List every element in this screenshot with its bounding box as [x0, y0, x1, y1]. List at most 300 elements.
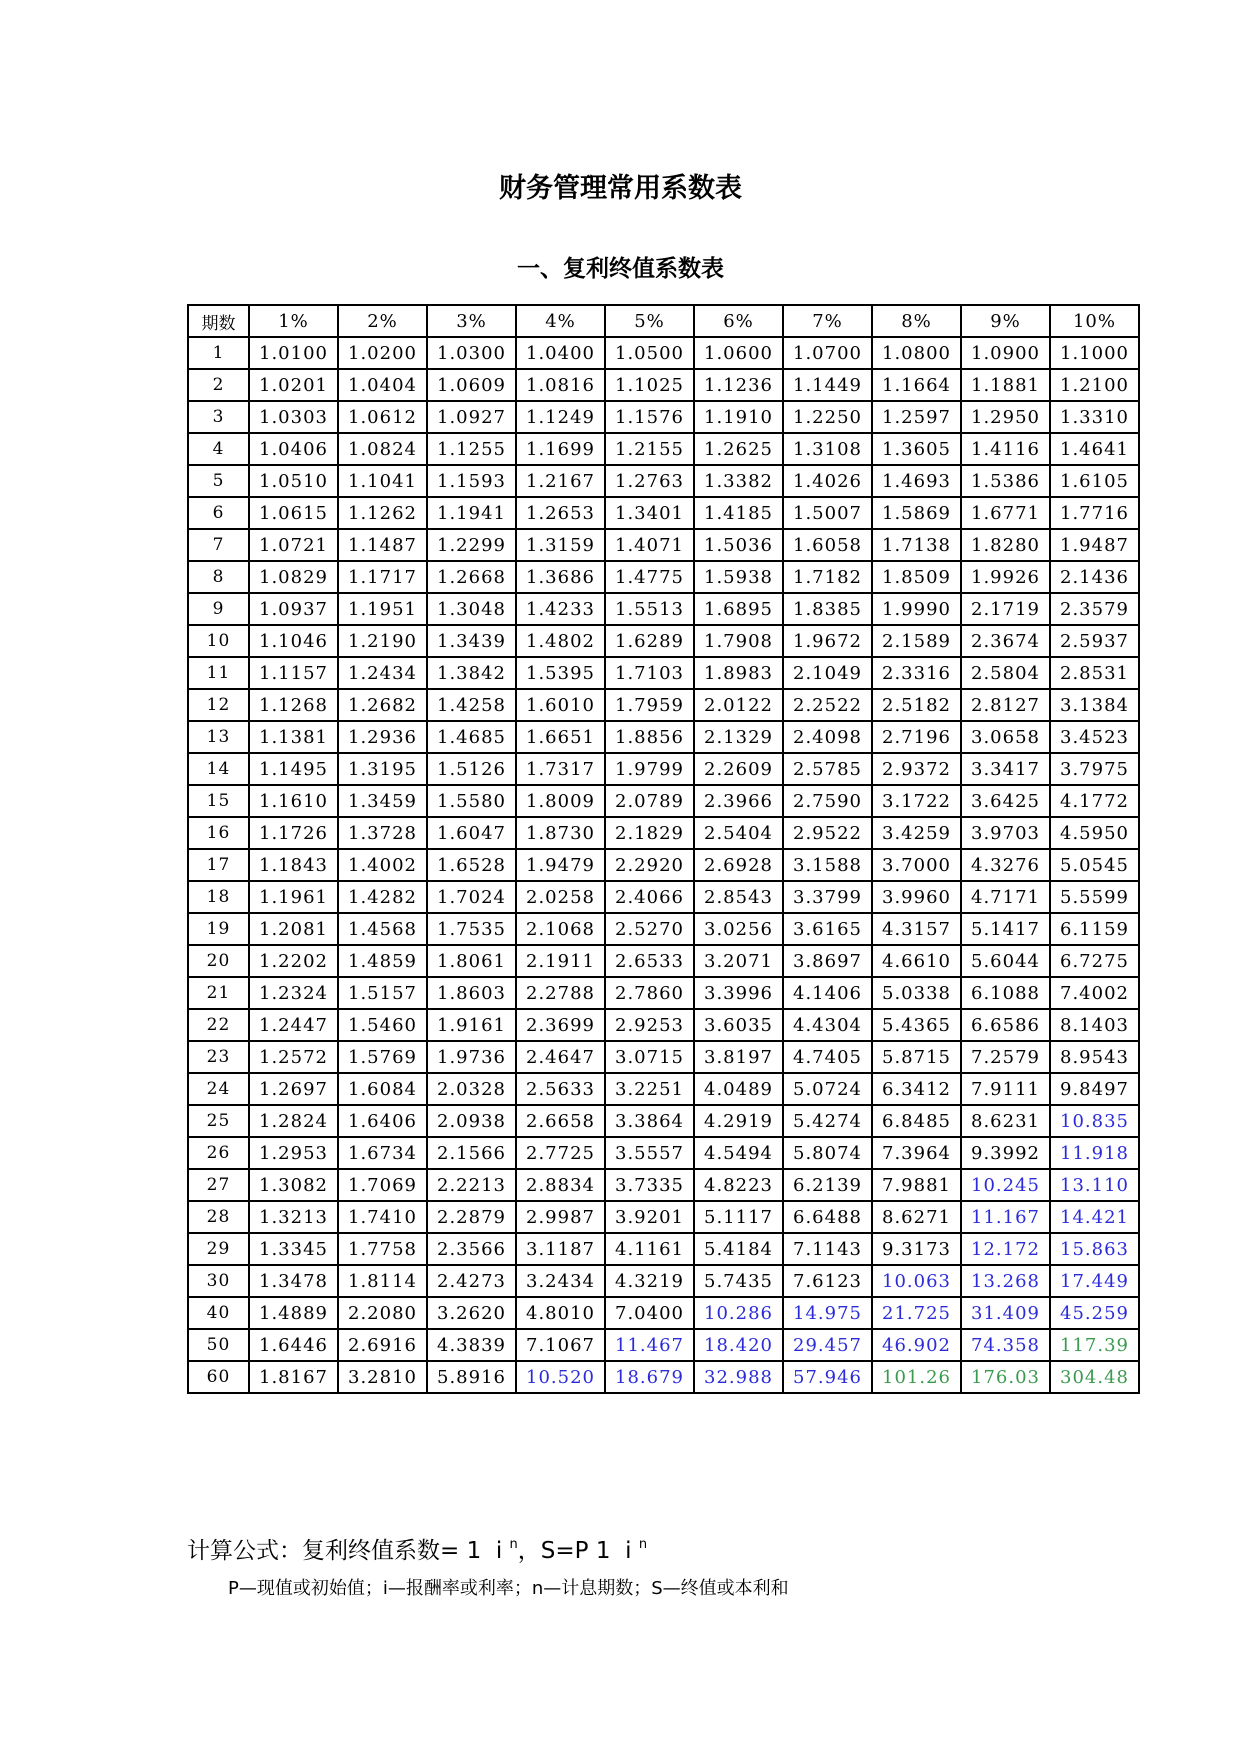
- period-cell: 40: [188, 1297, 249, 1329]
- table-row: [188, 753, 1139, 785]
- factor-cell: 1.1157: [249, 657, 338, 689]
- factor-cell: 2.4098: [783, 721, 872, 753]
- factor-cell: 1.9479: [516, 849, 605, 881]
- factor-cell: 1.0615: [249, 497, 338, 529]
- factor-cell: 1.6528: [427, 849, 516, 881]
- factor-cell: 1.2653: [516, 497, 605, 529]
- factor-cell: 1.1881: [961, 369, 1050, 401]
- factor-cell: 1.8983: [694, 657, 783, 689]
- factor-cell: 117.39: [1050, 1329, 1139, 1361]
- factor-cell: 7.1067: [516, 1329, 605, 1361]
- factor-cell: 3.8197: [694, 1041, 783, 1073]
- factor-cell: 3.8697: [783, 945, 872, 977]
- factor-cell: 3.5557: [605, 1137, 694, 1169]
- factor-cell: 3.4259: [872, 817, 961, 849]
- factor-cell: 5.1117: [694, 1201, 783, 1233]
- document-title: 财务管理常用系数表: [499, 173, 742, 204]
- factor-cell: 1.5513: [605, 593, 694, 625]
- factor-cell: 10.063: [872, 1265, 961, 1297]
- factor-cell: 2.1589: [872, 625, 961, 657]
- factor-cell: 1.1910: [694, 401, 783, 433]
- factor-cell: 2.4273: [427, 1265, 516, 1297]
- factor-cell: 1.5869: [872, 497, 961, 529]
- table-row: [188, 593, 1139, 625]
- factor-cell: 1.0500: [605, 337, 694, 369]
- factor-cell: 1.5938: [694, 561, 783, 593]
- factor-cell: 2.6916: [338, 1329, 427, 1361]
- factor-cell: 13.110: [1050, 1169, 1139, 1201]
- factor-cell: 1.3459: [338, 785, 427, 817]
- factor-cell: 304.48: [1050, 1361, 1139, 1393]
- formula-line: [187, 1532, 647, 1565]
- factor-cell: 13.268: [961, 1265, 1050, 1297]
- factor-cell: 9.3173: [872, 1233, 961, 1265]
- factor-cell: 3.4523: [1050, 721, 1139, 753]
- table-row: [188, 401, 1139, 433]
- factor-cell: 1.2936: [338, 721, 427, 753]
- header-rate: 2%: [338, 305, 427, 337]
- period-cell: 6: [188, 497, 249, 529]
- factor-cell: 1.4859: [338, 945, 427, 977]
- factor-cell: 1.0200: [338, 337, 427, 369]
- factor-cell: 1.0900: [961, 337, 1050, 369]
- factor-cell: 1.0300: [427, 337, 516, 369]
- factor-cell: 1.1046: [249, 625, 338, 657]
- factor-cell: 1.1576: [605, 401, 694, 433]
- factor-cell: 1.1249: [516, 401, 605, 433]
- factor-cell: 4.1406: [783, 977, 872, 1009]
- factor-cell: 3.3864: [605, 1105, 694, 1137]
- factor-cell: 1.1941: [427, 497, 516, 529]
- factor-cell: 4.3276: [961, 849, 1050, 881]
- table-row: [188, 1297, 1139, 1329]
- factor-cell: 1.0600: [694, 337, 783, 369]
- factor-cell: 4.4304: [783, 1009, 872, 1041]
- factor-cell: 1.3345: [249, 1233, 338, 1265]
- factor-cell: 1.6058: [783, 529, 872, 561]
- factor-cell: 2.8543: [694, 881, 783, 913]
- factor-cell: 1.1449: [783, 369, 872, 401]
- factor-cell: 1.4185: [694, 497, 783, 529]
- factor-cell: 29.457: [783, 1329, 872, 1361]
- factor-cell: 1.9926: [961, 561, 1050, 593]
- factor-cell: 1.1487: [338, 529, 427, 561]
- period-cell: 28: [188, 1201, 249, 1233]
- factor-cell: 5.4184: [694, 1233, 783, 1265]
- header-rate: 8%: [872, 305, 961, 337]
- period-cell: 14: [188, 753, 249, 785]
- factor-cell: 11.167: [961, 1201, 1050, 1233]
- factor-cell: 18.679: [605, 1361, 694, 1393]
- factor-cell: 3.6035: [694, 1009, 783, 1041]
- factor-cell: 2.1911: [516, 945, 605, 977]
- factor-cell: 1.4889: [249, 1297, 338, 1329]
- factor-cell: 3.3996: [694, 977, 783, 1009]
- factor-cell: 1.1593: [427, 465, 516, 497]
- factor-cell: 1.1961: [249, 881, 338, 913]
- factor-cell: 1.5769: [338, 1041, 427, 1073]
- factor-cell: 1.2299: [427, 529, 516, 561]
- factor-cell: 1.6446: [249, 1329, 338, 1361]
- factor-cell: 1.2155: [605, 433, 694, 465]
- period-cell: 22: [188, 1009, 249, 1041]
- factor-cell: 1.6734: [338, 1137, 427, 1169]
- table-row: [188, 913, 1139, 945]
- factor-cell: 1.7024: [427, 881, 516, 913]
- factor-cell: 1.0816: [516, 369, 605, 401]
- factor-cell: 1.2625: [694, 433, 783, 465]
- factor-cell: 2.8531: [1050, 657, 1139, 689]
- factor-cell: 6.8485: [872, 1105, 961, 1137]
- factor-cell: 8.6271: [872, 1201, 961, 1233]
- factor-cell: 3.6165: [783, 913, 872, 945]
- factor-cell: 1.7959: [605, 689, 694, 721]
- factor-cell: 3.1187: [516, 1233, 605, 1265]
- factor-cell: 1.0609: [427, 369, 516, 401]
- factor-cell: 1.8167: [249, 1361, 338, 1393]
- factor-cell: 46.902: [872, 1329, 961, 1361]
- header-rate: 3%: [427, 305, 516, 337]
- factor-cell: 2.3966: [694, 785, 783, 817]
- factor-cell: 1.4282: [338, 881, 427, 913]
- factor-cell: 1.1025: [605, 369, 694, 401]
- factor-cell: 1.1951: [338, 593, 427, 625]
- factor-cell: 2.2879: [427, 1201, 516, 1233]
- table-row: [188, 1169, 1139, 1201]
- table-row: [188, 561, 1139, 593]
- factor-cell: 14.975: [783, 1297, 872, 1329]
- factor-cell: 6.2139: [783, 1169, 872, 1201]
- factor-cell: 1.4641: [1050, 433, 1139, 465]
- factor-cell: 1.2597: [872, 401, 961, 433]
- factor-cell: 1.2697: [249, 1073, 338, 1105]
- factor-cell: 101.26: [872, 1361, 961, 1393]
- factor-cell: 1.2682: [338, 689, 427, 721]
- factor-cell: 2.3316: [872, 657, 961, 689]
- factor-cell: 1.4258: [427, 689, 516, 721]
- factor-cell: 5.8916: [427, 1361, 516, 1393]
- factor-cell: 1.5126: [427, 753, 516, 785]
- factor-cell: 2.5785: [783, 753, 872, 785]
- factor-cell: 4.3839: [427, 1329, 516, 1361]
- table-row: [188, 497, 1139, 529]
- factor-cell: 1.9736: [427, 1041, 516, 1073]
- factor-cell: 1.3605: [872, 433, 961, 465]
- factor-cell: 1.2190: [338, 625, 427, 657]
- factor-cell: 3.3417: [961, 753, 1050, 785]
- factor-cell: 1.0800: [872, 337, 961, 369]
- factor-cell: 8.1403: [1050, 1009, 1139, 1041]
- factor-cell: 7.9111: [961, 1073, 1050, 1105]
- factor-cell: 1.7317: [516, 753, 605, 785]
- factor-cell: 1.2167: [516, 465, 605, 497]
- factor-cell: 1.7069: [338, 1169, 427, 1201]
- factor-cell: 1.5007: [783, 497, 872, 529]
- factor-cell: 2.5804: [961, 657, 1050, 689]
- period-cell: 27: [188, 1169, 249, 1201]
- factor-cell: 6.1088: [961, 977, 1050, 1009]
- factor-cell: 1.4693: [872, 465, 961, 497]
- factor-cell: 1.1610: [249, 785, 338, 817]
- factor-cell: 2.3579: [1050, 593, 1139, 625]
- factor-cell: 1.6047: [427, 817, 516, 849]
- factor-cell: 45.259: [1050, 1297, 1139, 1329]
- table-row: [188, 881, 1139, 913]
- factor-cell: 1.0201: [249, 369, 338, 401]
- header-rate: 5%: [605, 305, 694, 337]
- period-cell: 4: [188, 433, 249, 465]
- factor-cell: 11.467: [605, 1329, 694, 1361]
- factor-cell: 5.4274: [783, 1105, 872, 1137]
- factor-cell: 1.0510: [249, 465, 338, 497]
- factor-cell: 2.0122: [694, 689, 783, 721]
- factor-cell: 7.6123: [783, 1265, 872, 1297]
- factor-cell: 1.3195: [338, 753, 427, 785]
- factor-cell: 2.6928: [694, 849, 783, 881]
- factor-cell: 2.1436: [1050, 561, 1139, 593]
- factor-cell: 1.2950: [961, 401, 1050, 433]
- factor-cell: 1.8009: [516, 785, 605, 817]
- factor-cell: 4.6610: [872, 945, 961, 977]
- factor-cell: 1.1726: [249, 817, 338, 849]
- factor-cell: 1.4071: [605, 529, 694, 561]
- factor-cell: 1.7103: [605, 657, 694, 689]
- table-row: [188, 1265, 1139, 1297]
- factor-cell: 1.3382: [694, 465, 783, 497]
- factor-cell: 1.3439: [427, 625, 516, 657]
- period-cell: 60: [188, 1361, 249, 1393]
- period-cell: 30: [188, 1265, 249, 1297]
- factor-cell: 1.5036: [694, 529, 783, 561]
- factor-cell: 3.0715: [605, 1041, 694, 1073]
- factor-cell: 1.3686: [516, 561, 605, 593]
- factor-cell: 1.3108: [783, 433, 872, 465]
- factor-cell: 1.8385: [783, 593, 872, 625]
- factor-cell: 2.9372: [872, 753, 961, 785]
- factor-cell: 15.863: [1050, 1233, 1139, 1265]
- table-row: [188, 1137, 1139, 1169]
- factor-cell: 5.8074: [783, 1137, 872, 1169]
- factor-cell: 10.835: [1050, 1105, 1139, 1137]
- factor-cell: 2.2788: [516, 977, 605, 1009]
- factor-cell: 1.3310: [1050, 401, 1139, 433]
- factor-cell: 5.4365: [872, 1009, 961, 1041]
- table-row: [188, 657, 1139, 689]
- factor-cell: 3.2620: [427, 1297, 516, 1329]
- factor-cell: 14.421: [1050, 1201, 1139, 1233]
- factor-cell: 3.7335: [605, 1169, 694, 1201]
- factor-cell: 8.9543: [1050, 1041, 1139, 1073]
- factor-cell: 2.2609: [694, 753, 783, 785]
- factor-cell: 32.988: [694, 1361, 783, 1393]
- factor-cell: 2.1068: [516, 913, 605, 945]
- period-cell: 24: [188, 1073, 249, 1105]
- factor-cell: 1.7758: [338, 1233, 427, 1265]
- factor-cell: 4.8223: [694, 1169, 783, 1201]
- factor-cell: 5.0545: [1050, 849, 1139, 881]
- factor-cell: 1.8280: [961, 529, 1050, 561]
- section-title: 一、复利终值系数表: [517, 256, 724, 282]
- period-cell: 25: [188, 1105, 249, 1137]
- variable-legend: P—现值或初始值；i—报酬率或利率；n—计息期数；S—终值或本利和: [228, 1578, 789, 1599]
- factor-cell: 1.3401: [605, 497, 694, 529]
- period-cell: 3: [188, 401, 249, 433]
- factor-cell: 1.3082: [249, 1169, 338, 1201]
- factor-cell: 1.5395: [516, 657, 605, 689]
- period-cell: 21: [188, 977, 249, 1009]
- table-row: [188, 1009, 1139, 1041]
- factor-cell: 7.1143: [783, 1233, 872, 1265]
- table-header-row: [188, 305, 1139, 337]
- table-row: [188, 337, 1139, 369]
- factor-cell: 1.4002: [338, 849, 427, 881]
- factor-cell: 1.2953: [249, 1137, 338, 1169]
- factor-cell: 10.286: [694, 1297, 783, 1329]
- table-row: [188, 1233, 1139, 1265]
- factor-cell: 2.0258: [516, 881, 605, 913]
- factor-cell: 2.2920: [605, 849, 694, 881]
- formula-text: 计算公式：复利终值系数= 1 i: [187, 1538, 510, 1564]
- factor-cell: 1.3159: [516, 529, 605, 561]
- factor-cell: 2.0789: [605, 785, 694, 817]
- factor-cell: 1.6651: [516, 721, 605, 753]
- factor-cell: 3.2071: [694, 945, 783, 977]
- factor-cell: 1.6771: [961, 497, 1050, 529]
- factor-cell: 1.3842: [427, 657, 516, 689]
- factor-cell: 2.3699: [516, 1009, 605, 1041]
- factor-cell: 1.5580: [427, 785, 516, 817]
- factor-cell: 2.7590: [783, 785, 872, 817]
- factor-cell: 3.1722: [872, 785, 961, 817]
- factor-cell: 2.5633: [516, 1073, 605, 1105]
- factor-cell: 2.2522: [783, 689, 872, 721]
- factor-cell: 1.4685: [427, 721, 516, 753]
- table-row: [188, 465, 1139, 497]
- factor-cell: 9.3992: [961, 1137, 1050, 1169]
- factor-cell: 1.1000: [1050, 337, 1139, 369]
- period-cell: 13: [188, 721, 249, 753]
- header-rate: 10%: [1050, 305, 1139, 337]
- factor-cell: 6.7275: [1050, 945, 1139, 977]
- formula-text-2: ，S=P 1 i: [517, 1538, 639, 1564]
- factor-cell: 3.7975: [1050, 753, 1139, 785]
- factor-cell: 4.2919: [694, 1105, 783, 1137]
- factor-cell: 1.3048: [427, 593, 516, 625]
- factor-cell: 7.3964: [872, 1137, 961, 1169]
- factor-cell: 2.1719: [961, 593, 1050, 625]
- header-period: 期数: [188, 305, 249, 337]
- factor-cell: 10.245: [961, 1169, 1050, 1201]
- factor-cell: 1.2100: [1050, 369, 1139, 401]
- factor-cell: 1.6084: [338, 1073, 427, 1105]
- table-row: [188, 977, 1139, 1009]
- factor-cell: 1.1699: [516, 433, 605, 465]
- factor-cell: 1.1041: [338, 465, 427, 497]
- factor-cell: 2.5937: [1050, 625, 1139, 657]
- factor-cell: 1.1664: [872, 369, 961, 401]
- factor-cell: 2.8127: [961, 689, 1050, 721]
- factor-cell: 1.7535: [427, 913, 516, 945]
- factor-cell: 5.5599: [1050, 881, 1139, 913]
- factor-cell: 1.7410: [338, 1201, 427, 1233]
- factor-cell: 2.9522: [783, 817, 872, 849]
- period-cell: 50: [188, 1329, 249, 1361]
- factor-cell: 2.4647: [516, 1041, 605, 1073]
- factor-cell: 1.0612: [338, 401, 427, 433]
- factor-cell: 8.6231: [961, 1105, 1050, 1137]
- factor-cell: 1.4116: [961, 433, 1050, 465]
- factor-cell: 1.3728: [338, 817, 427, 849]
- factor-cell: 6.6488: [783, 1201, 872, 1233]
- factor-cell: 2.6533: [605, 945, 694, 977]
- table-row: [188, 1361, 1139, 1393]
- factor-cell: 1.2250: [783, 401, 872, 433]
- period-cell: 16: [188, 817, 249, 849]
- factor-cell: 3.2810: [338, 1361, 427, 1393]
- factor-cell: 2.8834: [516, 1169, 605, 1201]
- factor-cell: 1.8114: [338, 1265, 427, 1297]
- factor-cell: 2.1566: [427, 1137, 516, 1169]
- factor-cell: 1.8061: [427, 945, 516, 977]
- factor-cell: 1.4568: [338, 913, 427, 945]
- factor-cell: 1.2668: [427, 561, 516, 593]
- factor-cell: 1.9990: [872, 593, 961, 625]
- factor-cell: 3.9960: [872, 881, 961, 913]
- factor-cell: 6.6586: [961, 1009, 1050, 1041]
- period-cell: 10: [188, 625, 249, 657]
- factor-cell: 1.2824: [249, 1105, 338, 1137]
- table-row: [188, 817, 1139, 849]
- factor-cell: 3.0658: [961, 721, 1050, 753]
- factor-cell: 4.1772: [1050, 785, 1139, 817]
- factor-cell: 2.9253: [605, 1009, 694, 1041]
- factor-cell: 1.7138: [872, 529, 961, 561]
- factor-cell: 2.3566: [427, 1233, 516, 1265]
- factor-cell: 1.1495: [249, 753, 338, 785]
- factor-cell: 1.3478: [249, 1265, 338, 1297]
- factor-cell: 1.2324: [249, 977, 338, 1009]
- factor-cell: 1.2572: [249, 1041, 338, 1073]
- factor-cell: 1.2434: [338, 657, 427, 689]
- table-row: [188, 529, 1139, 561]
- header-rate: 6%: [694, 305, 783, 337]
- factor-cell: 3.3799: [783, 881, 872, 913]
- period-cell: 2: [188, 369, 249, 401]
- period-cell: 11: [188, 657, 249, 689]
- factor-cell: 7.4002: [1050, 977, 1139, 1009]
- factor-cell: 1.5460: [338, 1009, 427, 1041]
- factor-cell: 7.2579: [961, 1041, 1050, 1073]
- table-row: [188, 689, 1139, 721]
- factor-cell: 12.172: [961, 1233, 1050, 1265]
- period-cell: 7: [188, 529, 249, 561]
- table-row: [188, 1201, 1139, 1233]
- factor-cell: 21.725: [872, 1297, 961, 1329]
- factor-cell: 3.9201: [605, 1201, 694, 1233]
- table-row: [188, 849, 1139, 881]
- factor-cell: 74.358: [961, 1329, 1050, 1361]
- factor-cell: 4.5494: [694, 1137, 783, 1169]
- factor-cell: 2.7725: [516, 1137, 605, 1169]
- factor-cell: 3.1384: [1050, 689, 1139, 721]
- factor-cell: 2.1829: [605, 817, 694, 849]
- factor-cell: 1.9799: [605, 753, 694, 785]
- factor-cell: 4.8010: [516, 1297, 605, 1329]
- factor-cell: 1.0303: [249, 401, 338, 433]
- factor-cell: 3.2251: [605, 1073, 694, 1105]
- period-cell: 23: [188, 1041, 249, 1073]
- table-row: [188, 1329, 1139, 1361]
